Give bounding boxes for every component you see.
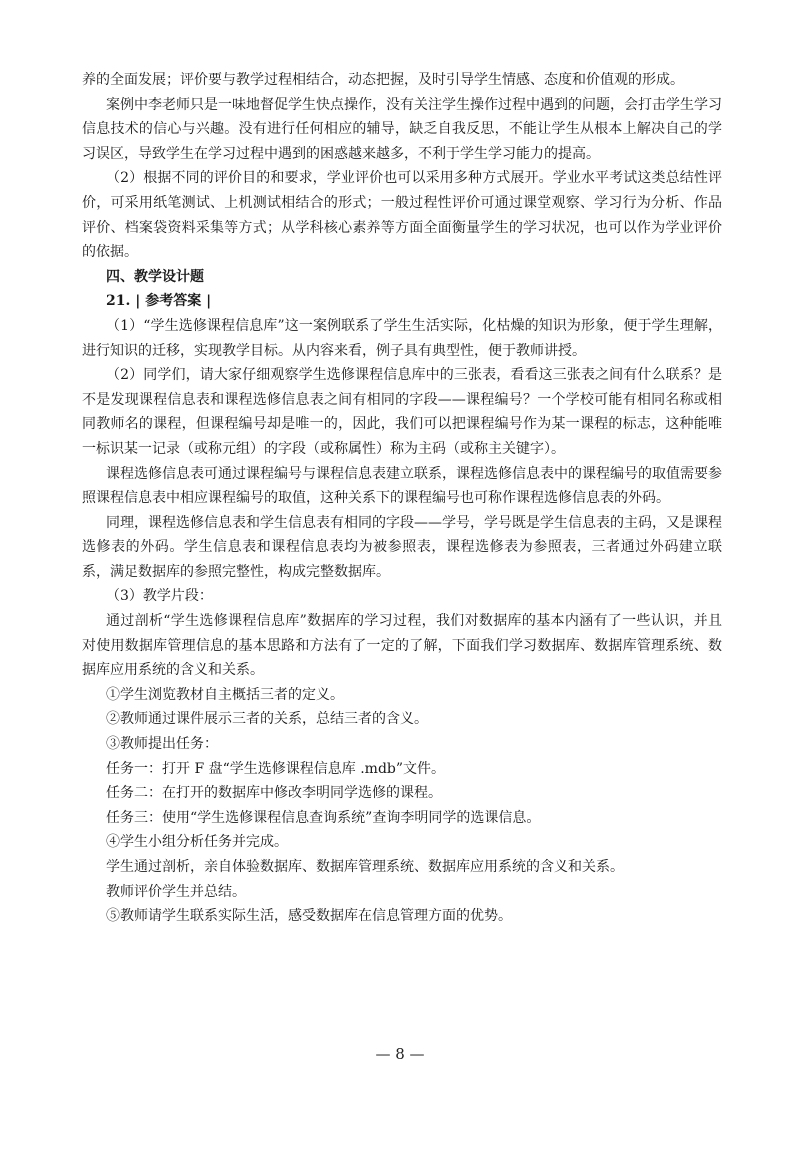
paragraph-case-analysis: 案例中李老师只是一味地督促学生快点操作，没有关注学生操作过程中遇到的问题，会打击学生学习信息技术的信心与兴趣。没有进行任何相应的辅导，缺乏自我反思，不能让学生从根本上解决自己的学习误区，导致学生在学习过程中遇到的困惑越来越多，不利于学生学习能力的提高。 bbox=[82, 96, 722, 162]
body-text bbox=[82, 68, 722, 929]
list-item: ④学生小组分析任务并完成。 bbox=[106, 834, 288, 851]
paragraph-foreign-key: 课程选修信息表可通过课程编号与课程信息表建立联系，课程选修信息表中的课程编号的取值需要参照课程信息表中相应课程编号的取值，这种关系下的课程编号也可称作课程选修信息表的外码。 bbox=[82, 465, 722, 507]
list-item: ①学生浏览教材自主概括三者的定义。 bbox=[106, 686, 344, 703]
section-heading: 四、教学设计题 bbox=[106, 268, 204, 285]
list-item: 任务三：使用“学生选修课程信息查询系统”查询李明同学的选课信息。 bbox=[106, 809, 541, 826]
paragraph-evaluation-methods: （2）根据不同的评价目的和要求，学业评价也可以采用多种方式展开。学业水平考试这类总结性评价，可采用纸笔测试、上机测试相结合的形式；一般过程性评价可通过课堂观察、学习行为分析、作品评价、档案袋资料采集等方式；从学科核心素养等方面全面衡量学生的学习状况，也可以作为学业评价的依据。 bbox=[82, 170, 722, 261]
list-item: 教师评价学生并总结。 bbox=[106, 883, 246, 900]
paragraph-teaching-fragment-label: （3）教学片段： bbox=[106, 588, 213, 605]
paragraph-continuation: 养的全面发展；评价要与教学过程相结合，动态把握，及时引导学生情感、态度和价值观的形成。 bbox=[82, 72, 684, 88]
list-item: ⑤教师请学生联系实际生活，感受数据库在信息管理方面的优势。 bbox=[106, 908, 512, 925]
page-number: — 8 — bbox=[375, 1045, 425, 1063]
list-item: ②教师通过课件展示三者的关系，总结三者的含义。 bbox=[106, 711, 428, 728]
paragraph-answer-1: （1）“学生选修课程信息库”这一案例联系了学生生活实际，化枯燥的知识为形象，便于学生理解，进行知识的迁移，实现教学目标。从内容来看，例子具有典型性，便于教师讲授。 bbox=[82, 317, 722, 359]
paragraph-answer-2: （2）同学们，请大家仔细观察学生选修课程信息库中的三张表，看看这三张表之间有什么联系？是不是发现课程信息表和课程选修信息表之间有相同的字段——课程编号？一个学校可能有相同名称或相同教师名的课程，但课程编号却是唯一的，因此，我们可以把课程编号作为某一课程的标志，这种能唯一标识某一记录（或称元组）的字段（或称属性）称为主码（或称主关键字）。 bbox=[82, 367, 722, 457]
list-item: 学生通过剖析，亲自体验数据库、数据库管理系统、数据库应用系统的含义和关系。 bbox=[106, 859, 624, 875]
paragraph-teaching-intro: 通过剖析“学生选修课程信息库”数据库的学习过程，我们对数据库的基本内涵有了一些认识，并且对使用数据库管理信息的基本思路和方法有了一定的了解，下面我们学习数据库、数据库管理系统、数据库应用系统的含义和关系。 bbox=[82, 613, 722, 679]
answer-heading: 21. | 参考答案 | bbox=[106, 293, 212, 310]
paragraph-referential-integrity: 同理，课程选修信息表和学生信息表有相同的字段——学号，学号既是学生信息表的主码，又是课程选修表的外码。学生信息表和课程信息表均为被参照表，课程选修表为参照表，三者通过外码建立联系，满足数据库的参照完整性，构成完整数据库。 bbox=[82, 514, 722, 580]
list-item: 任务二：在打开的数据库中修改李明同学选修的课程。 bbox=[106, 785, 442, 802]
list-item: ③教师提出任务： bbox=[106, 736, 218, 753]
list-item: 任务一：打开 F 盘“学生选修课程信息库 .mdb”文件。 bbox=[106, 760, 446, 777]
